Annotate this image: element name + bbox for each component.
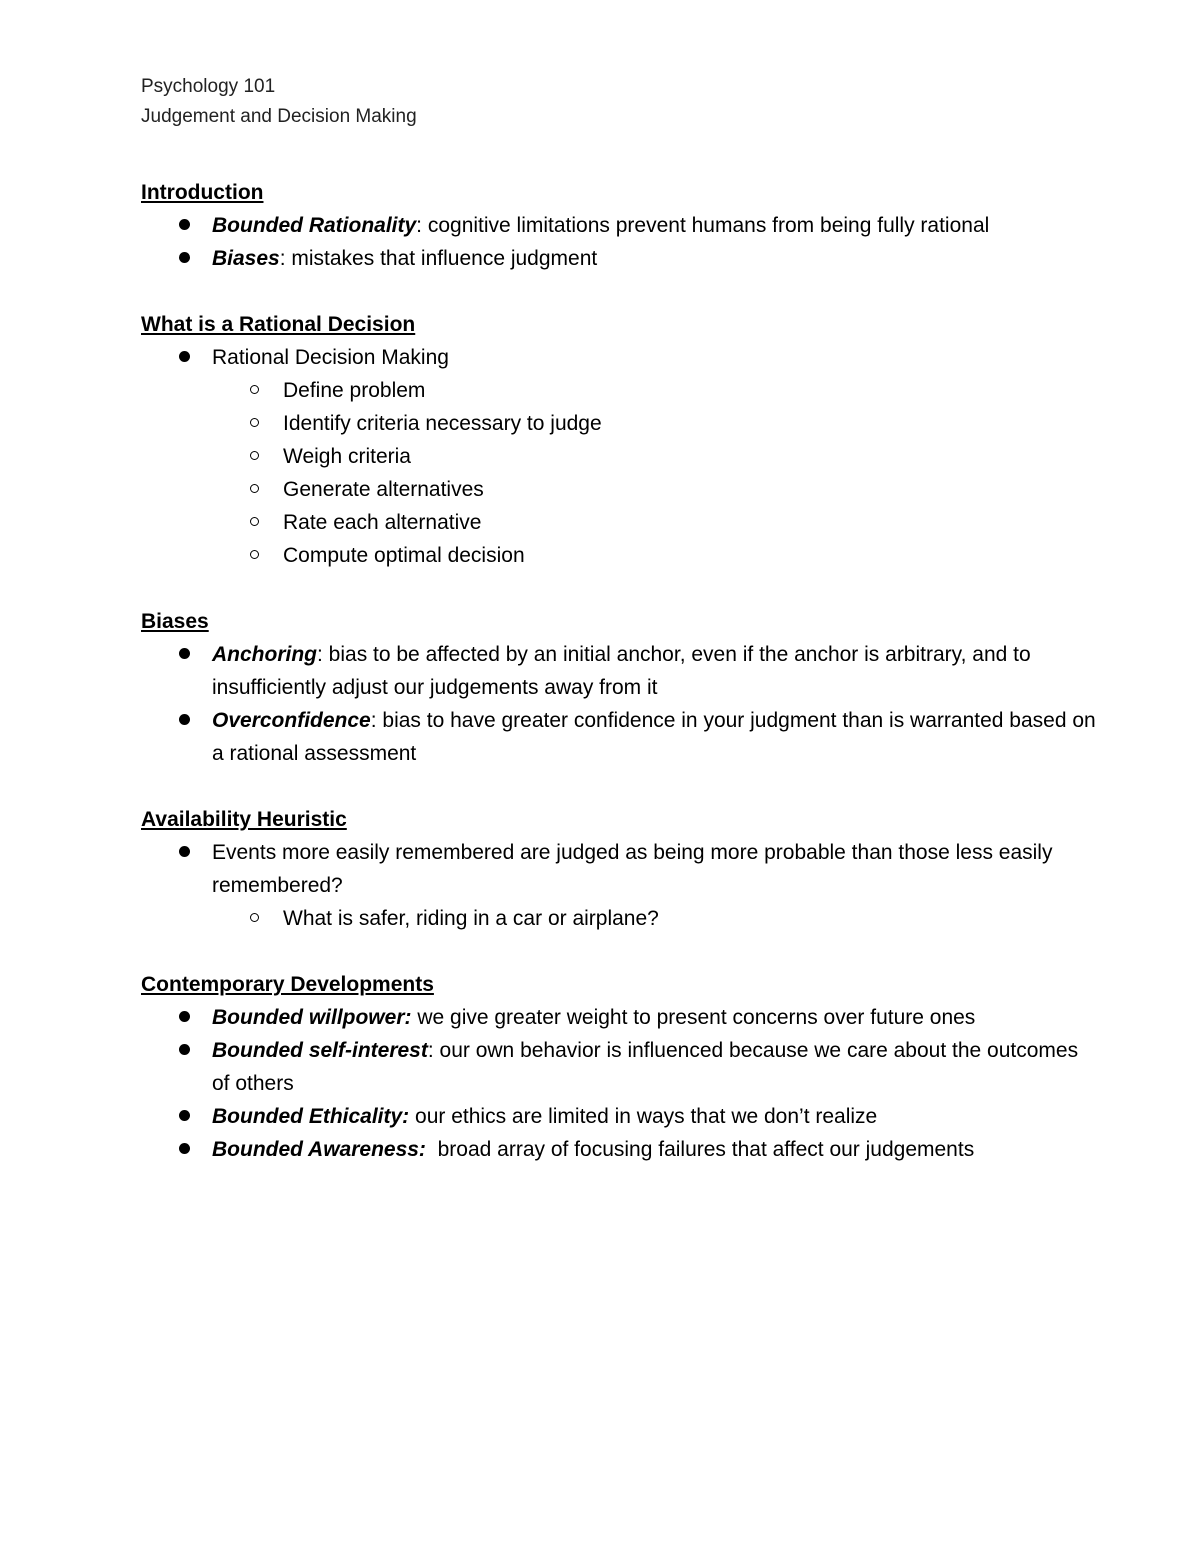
definition: : our own behavior is influenced because we care about the outcomes of others xyxy=(212,1039,1079,1095)
step-text: Weigh criteria xyxy=(283,445,411,468)
term: Overconfidence xyxy=(212,709,371,732)
list-item xyxy=(141,209,1101,242)
term: Biases xyxy=(212,247,280,270)
bullet-circle-icon xyxy=(250,484,259,493)
bullet-circle-icon xyxy=(250,913,259,922)
sub-list-item xyxy=(141,539,1101,572)
list-item xyxy=(141,1001,1101,1034)
bullet-dot-icon xyxy=(179,648,190,659)
list-item xyxy=(141,242,1101,275)
sub-list-item xyxy=(141,473,1101,506)
section-biases xyxy=(141,605,1101,770)
term: Bounded self-interest xyxy=(212,1039,428,1062)
bullet-circle-icon xyxy=(250,517,259,526)
definition: : bias to be affected by an initial anchor, even if the anchor is arbitrary, and to insufficiently adjust our judgements away from it xyxy=(212,643,1031,699)
section-title: Availability Heuristic xyxy=(141,808,347,831)
list-item xyxy=(141,1133,1101,1166)
bullet-dot-icon xyxy=(179,252,190,263)
list-item xyxy=(141,704,1101,770)
step-text: Rate each alternative xyxy=(283,511,482,534)
list-item xyxy=(141,638,1101,704)
section-rational-decision xyxy=(141,308,1101,572)
bullet-list xyxy=(141,1001,1101,1166)
section-contemporary-developments xyxy=(141,968,1101,1166)
term: Bounded Ethicality: xyxy=(212,1105,410,1128)
topic-title: Judgement and Decision Making xyxy=(141,106,417,127)
section-title: Introduction xyxy=(141,181,264,204)
bullet-circle-icon xyxy=(250,385,259,394)
bullet-circle-icon xyxy=(250,550,259,559)
sub-list-item xyxy=(141,407,1101,440)
item-text: Events more easily remembered are judged as being more probable than those less easily remembered? xyxy=(212,841,1053,897)
step-text: Compute optimal decision xyxy=(283,544,525,567)
bullet-dot-icon xyxy=(179,351,190,362)
list-item xyxy=(141,836,1101,935)
list-item xyxy=(141,1034,1101,1100)
sub-list-item xyxy=(141,374,1101,407)
bullet-dot-icon xyxy=(179,846,190,857)
bullet-dot-icon xyxy=(179,1011,190,1022)
list-item xyxy=(141,341,1101,572)
bullet-circle-icon xyxy=(250,418,259,427)
bullet-dot-icon xyxy=(179,219,190,230)
section-introduction xyxy=(141,176,1101,275)
definition: we give greater weight to present concerns over future ones xyxy=(411,1006,976,1029)
sub-item-text: What is safer, riding in a car or airplane? xyxy=(283,907,659,930)
sub-bullet-list xyxy=(212,902,1101,935)
bullet-circle-icon xyxy=(250,451,259,460)
definition: : cognitive limitations prevent humans from being fully rational xyxy=(416,214,990,237)
bullet-list xyxy=(141,209,1101,275)
term: Bounded Awareness: xyxy=(212,1138,426,1161)
bullet-dot-icon xyxy=(179,1143,190,1154)
bullet-dot-icon xyxy=(179,714,190,725)
step-text: Identify criteria necessary to judge xyxy=(283,412,602,435)
sub-list-item xyxy=(141,440,1101,473)
section-title: Contemporary Developments xyxy=(141,973,434,996)
definition: broad array of focusing failures that affect our judgements xyxy=(425,1138,975,1161)
sub-bullet-list xyxy=(212,374,1101,572)
list-item xyxy=(141,1100,1101,1133)
term: Bounded Rationality xyxy=(212,214,417,237)
course-title: Psychology 101 xyxy=(141,76,276,97)
definition: our ethics are limited in ways that we don’t realize xyxy=(409,1105,878,1128)
section-availability-heuristic xyxy=(141,803,1101,935)
item-text: Rational Decision Making xyxy=(212,346,449,369)
bullet-list xyxy=(141,638,1101,770)
bullet-list xyxy=(141,836,1101,935)
step-text: Generate alternatives xyxy=(283,478,484,501)
step-text: Define problem xyxy=(283,379,426,402)
term: Anchoring xyxy=(212,643,317,666)
sub-list-item xyxy=(141,902,1101,935)
document-header xyxy=(141,72,417,132)
definition: : mistakes that influence judgment xyxy=(279,247,598,270)
bullet-list xyxy=(141,341,1101,572)
sub-list-item xyxy=(141,506,1101,539)
bullet-dot-icon xyxy=(179,1044,190,1055)
definition: : bias to have greater confidence in your judgment than is warranted based on a rational assessment xyxy=(212,709,1096,765)
term: Bounded willpower: xyxy=(212,1006,412,1029)
section-title: Biases xyxy=(141,610,209,633)
section-title: What is a Rational Decision xyxy=(141,313,416,336)
bullet-dot-icon xyxy=(179,1110,190,1121)
document-body xyxy=(141,176,1101,1199)
